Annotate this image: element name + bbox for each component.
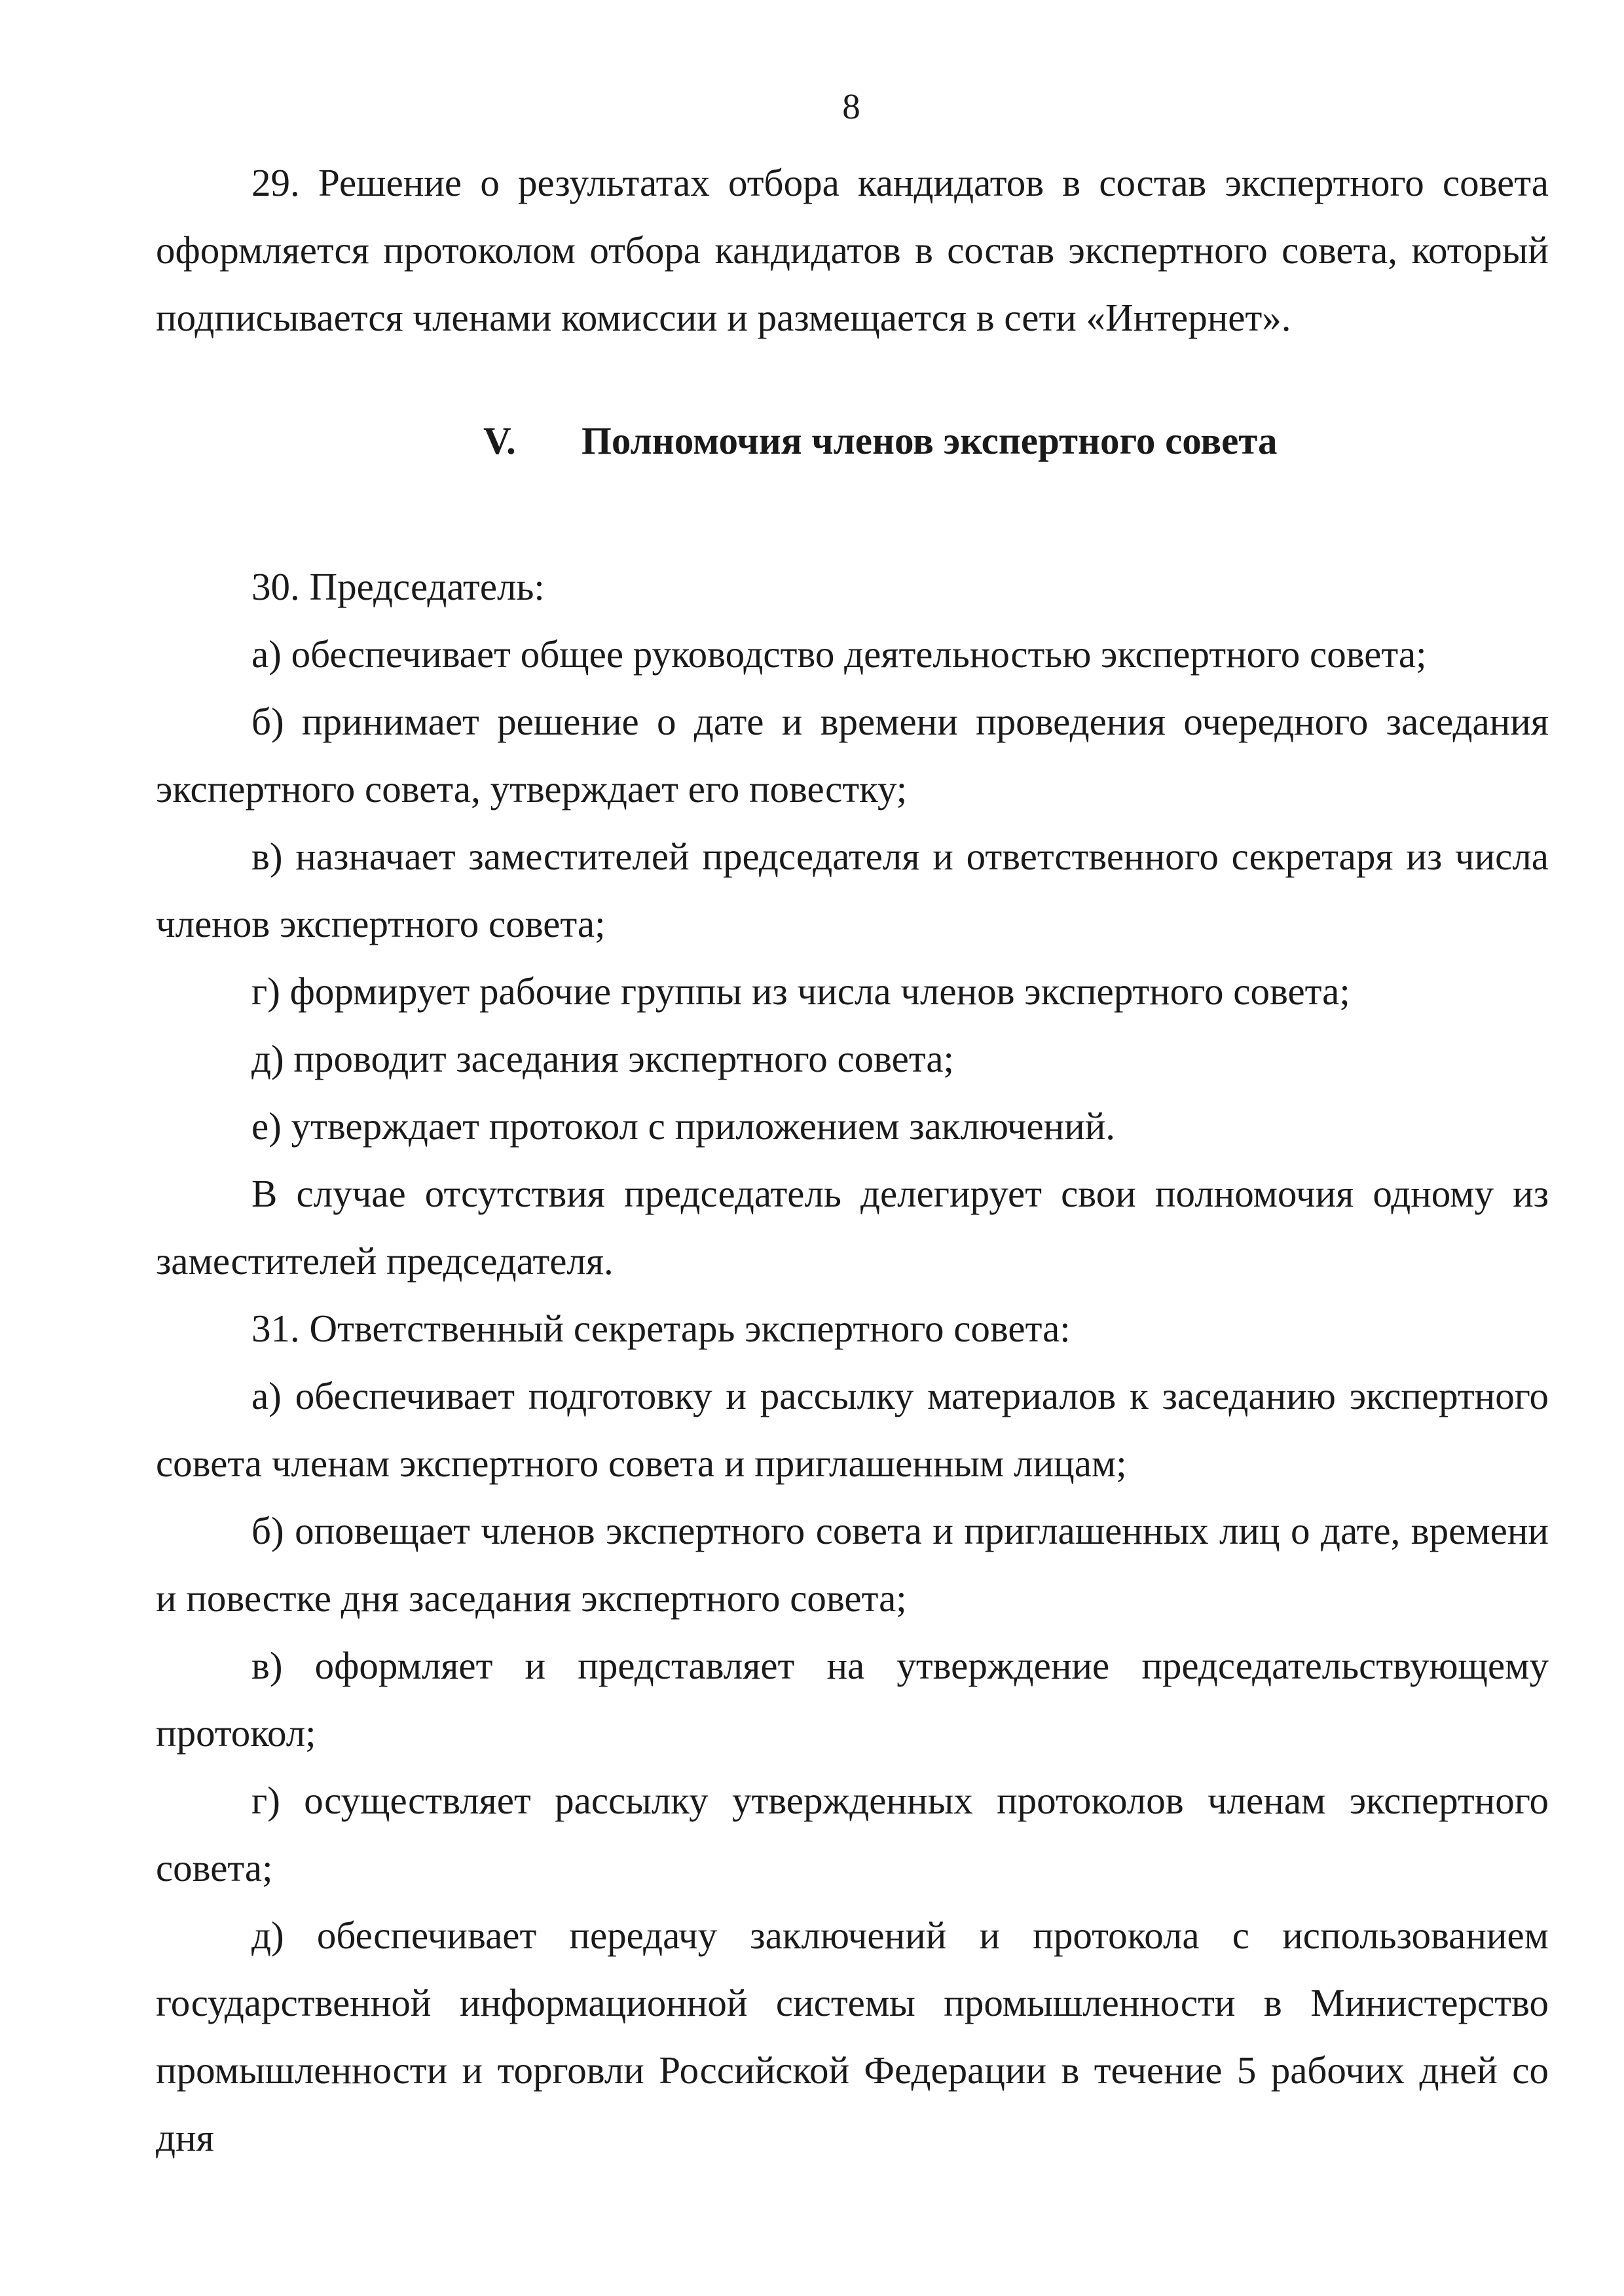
paragraph-31-g: г) осуществляет рассылку утвержденных протоколов членам экспертного совета; (156, 1779, 1549, 1889)
paragraph-30-note: В случае отсутствия председатель делегирует свои полномочия одному из заместителей председателя. (156, 1172, 1549, 1283)
paragraph-30-d: д) проводит заседания экспертного совета; (251, 1037, 954, 1080)
section-number: V. (483, 419, 516, 462)
paragraph-31-v: в) оформляет и представляет на утверждение председательствующему протокол; (156, 1644, 1549, 1755)
paragraph-30-e: е) утверждает протокол с приложением заключений. (251, 1104, 1116, 1148)
paragraph-29: 29. Решение о результатах отбора кандидатов в состав экспертного совета оформляется протоколом отбора кандидатов в состав экспертного совета, который подписывается членами комиссии и размещается в сети «Интернет». (156, 161, 1549, 339)
paragraph-31-d: д) обеспечивает передачу заключений и протокола с использованием государственной информационной системы промышленности в Министерство промышленности и торговли Российской Федерации в течение 5 рабочих дней со дня (156, 1914, 1549, 2159)
document-body (156, 149, 1549, 2172)
page-number: 8 (842, 86, 860, 126)
paragraph-30-a: а) обеспечивает общее руководство деятельностью экспертного совета; (251, 632, 1427, 676)
section-title: Полномочия членов экспертного совета (581, 419, 1278, 462)
paragraph-30-b: б) принимает решение о дате и времени проведения очередного заседания экспертного совета, утверждает его повестку; (156, 700, 1549, 811)
paragraph-30-g: г) формирует рабочие группы из числа членов экспертного совета; (251, 970, 1350, 1013)
paragraph-31-a: а) обеспечивает подготовку и рассылку материалов к заседанию экспертного совета членам экспертного совета и приглашенным лицам; (156, 1374, 1549, 1485)
paragraph-30-heading: 30. Председатель: (251, 565, 545, 608)
paragraph-31-heading: 31. Ответственный секретарь экспертного совета: (251, 1307, 1071, 1350)
paragraph-31-b: б) оповещает членов экспертного совета и приглашенных лиц о дате, времени и повестке дня заседания экспертного совета; (156, 1509, 1549, 1620)
section-heading (156, 352, 1549, 553)
paragraph-30-v: в) назначает заместителей председателя и ответственного секретаря из числа членов экспертного совета; (156, 835, 1549, 945)
